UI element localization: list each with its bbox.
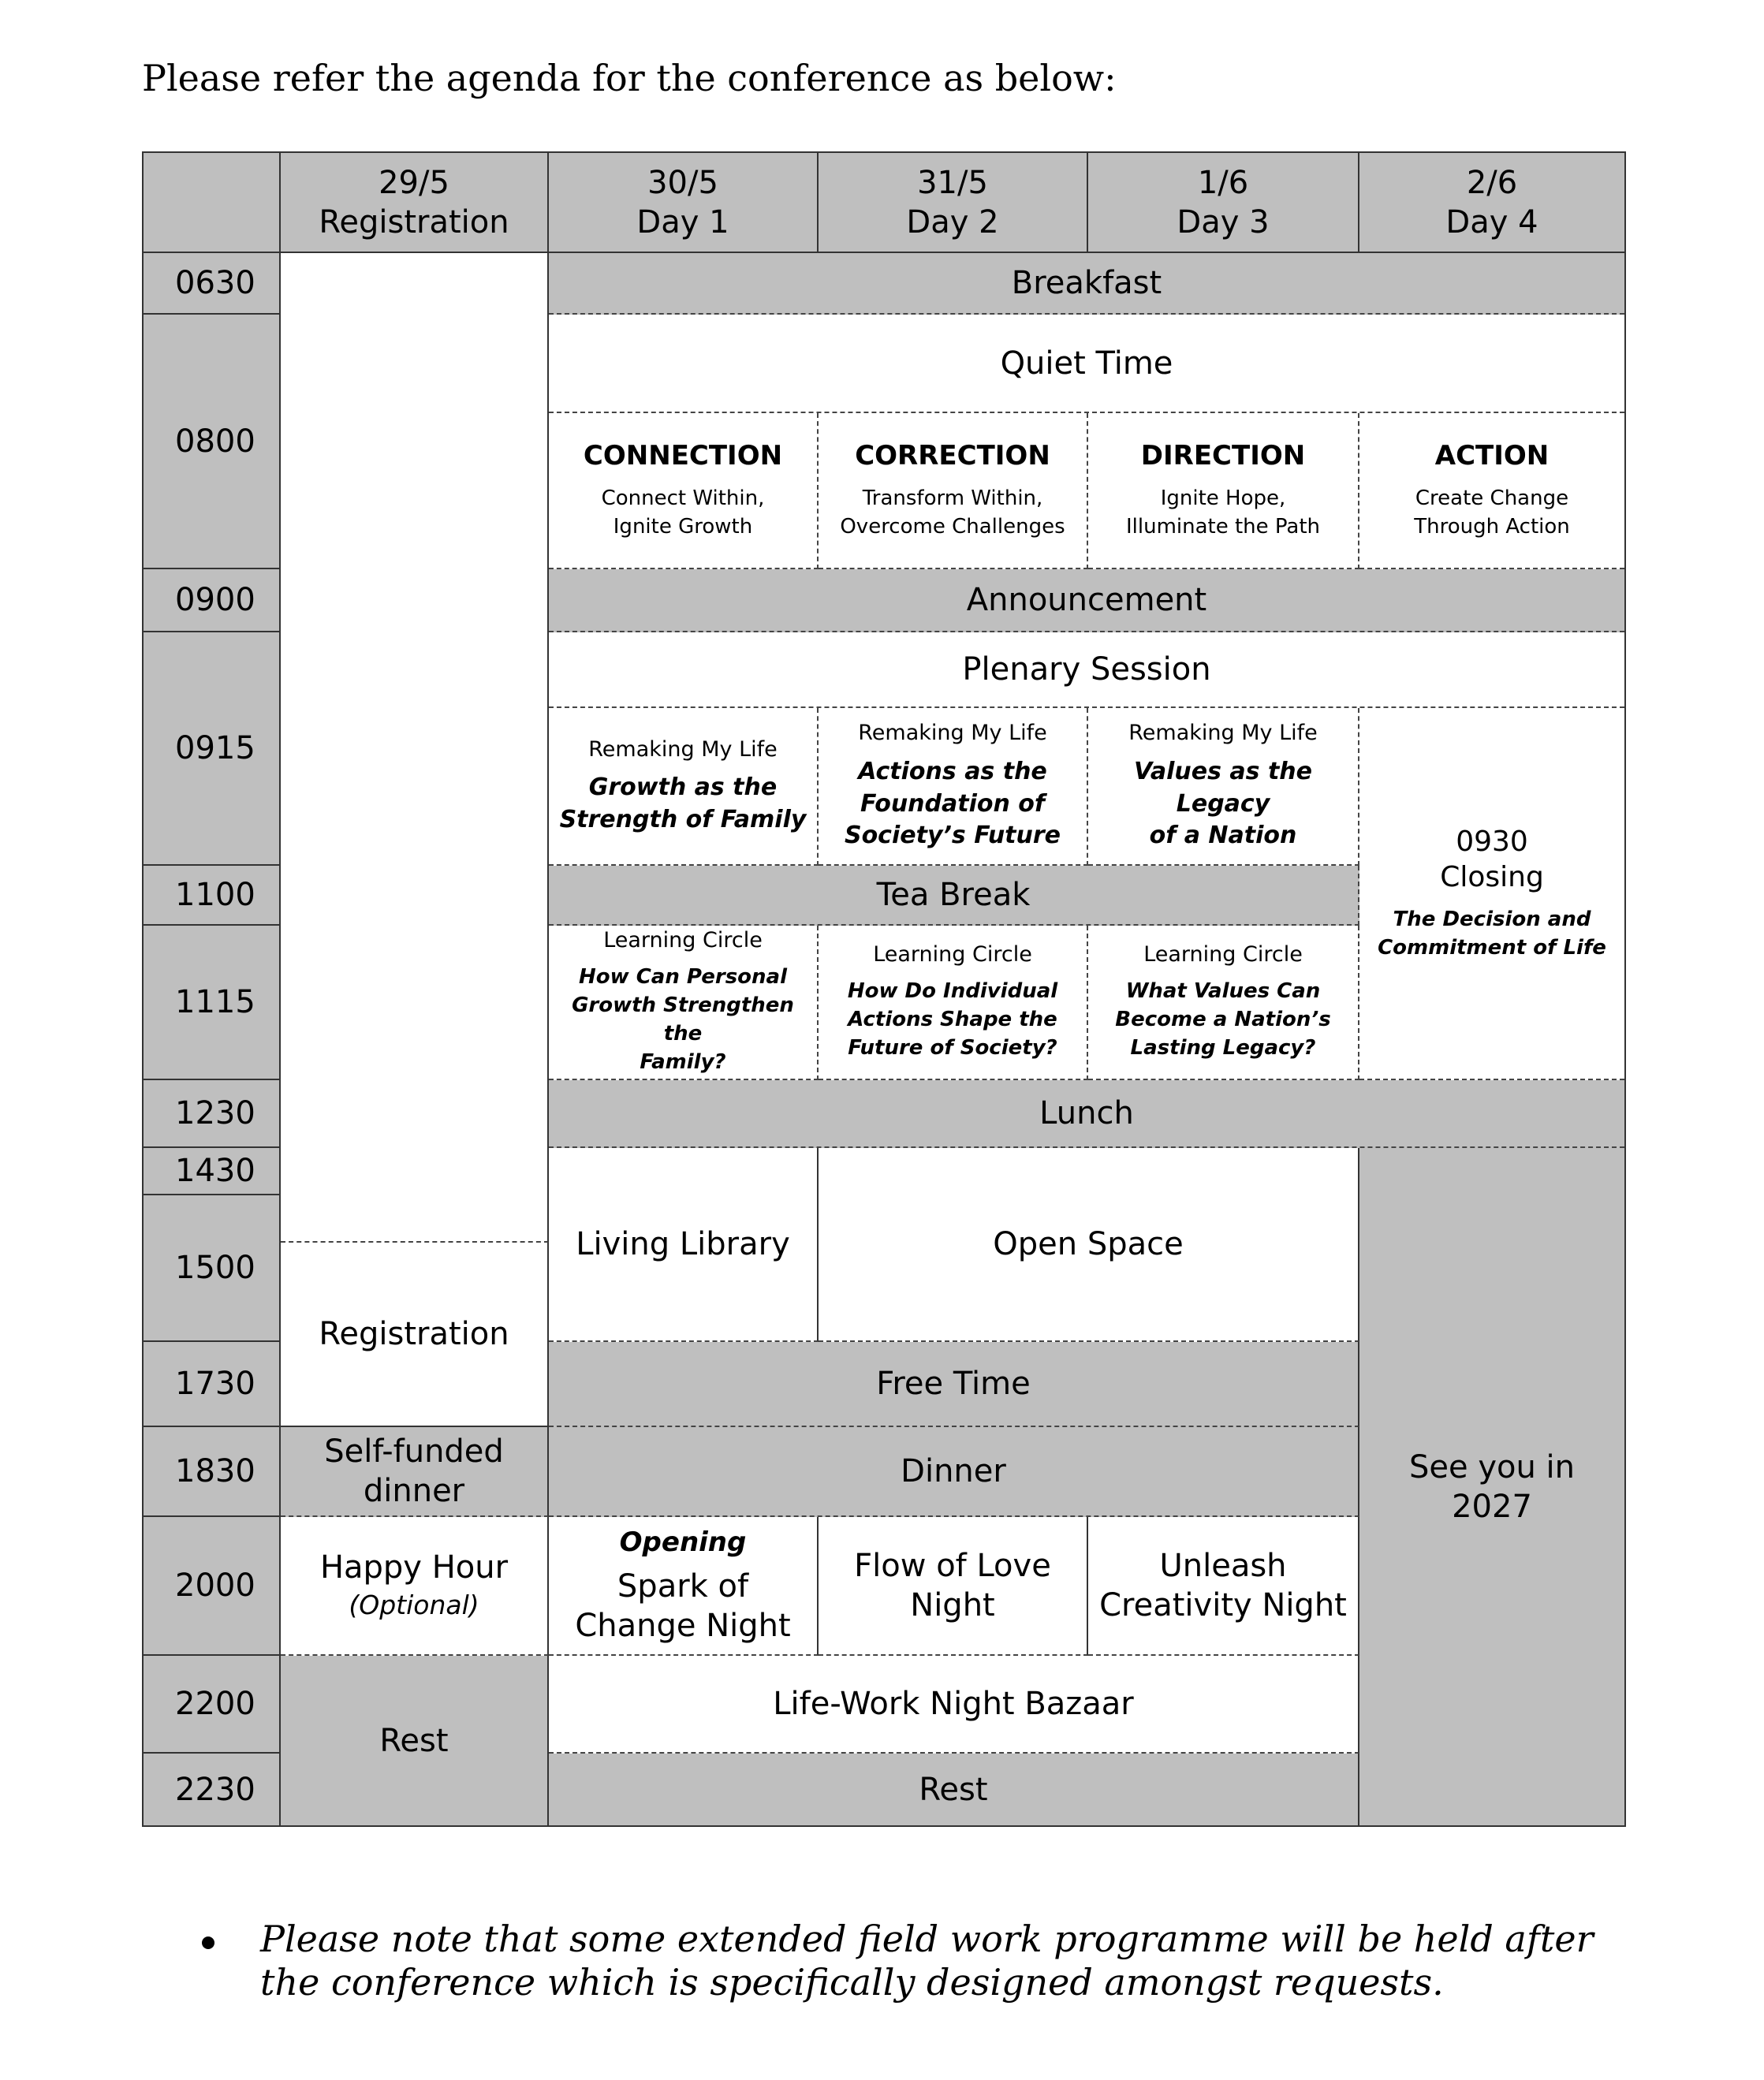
session-series: Remaking My Life: [1128, 721, 1318, 746]
rest-row: Rest: [549, 1754, 1359, 1825]
theme-line: Through Action: [1414, 515, 1570, 539]
time-cell: 0900: [144, 569, 281, 632]
session-series: Learning Circle: [1143, 942, 1303, 967]
header-label: Day 1: [636, 203, 729, 240]
learning-circle-day-2: [819, 926, 1088, 1080]
header-corner-cell: [144, 153, 281, 253]
plenary-day-1: [549, 708, 819, 866]
bazaar-row: Life-Work Night Bazaar: [549, 1656, 1359, 1754]
session-title-line: Society’s Future: [844, 822, 1061, 850]
header-day-2: [819, 153, 1088, 253]
time-cell: 0915: [144, 632, 281, 866]
header-label: Day 4: [1445, 203, 1538, 240]
theme-title: CONNECTION: [583, 440, 783, 472]
registration-block: Registration: [281, 1243, 549, 1427]
closing-label: Closing: [1440, 861, 1544, 894]
theme-correction: [819, 413, 1088, 569]
header-date: 1/6: [1197, 164, 1249, 201]
header-date: 29/5: [379, 164, 449, 201]
time-cell: 1115: [144, 926, 281, 1080]
lunch-row: Lunch: [549, 1080, 1624, 1148]
header-label: Day 2: [906, 203, 999, 240]
header-day-1: [549, 153, 819, 253]
session-title-line: Actions Shape the: [848, 1007, 1057, 1031]
intro-text: Please refer the agenda for the conference as below:: [142, 57, 1117, 99]
happy-hour: [281, 1517, 549, 1656]
night-line: Creativity Night: [1099, 1587, 1347, 1623]
plenary-day-3: [1088, 708, 1359, 866]
happy-hour-note: (Optional): [349, 1589, 479, 1620]
theme-line: Ignite Hope,: [1160, 486, 1286, 510]
header-date: 30/5: [647, 164, 718, 201]
night-day-2: [819, 1517, 1088, 1656]
theme-direction: [1088, 413, 1359, 569]
dinner-row: Dinner: [549, 1427, 1359, 1517]
session-series: Learning Circle: [873, 942, 1032, 967]
announcement-row: Announcement: [549, 569, 1624, 632]
theme-line: Ignite Growth: [613, 515, 753, 539]
session-series: Remaking My Life: [588, 736, 778, 762]
theme-line: Illuminate the Path: [1125, 515, 1321, 539]
happy-hour-label: Happy Hour: [319, 1549, 509, 1586]
night-line: Unleash: [1159, 1548, 1287, 1584]
session-title-line: Actions as the: [858, 758, 1047, 786]
open-space: Open Space: [819, 1148, 1359, 1342]
header-date: 2/6: [1466, 164, 1518, 201]
time-cell: 2230: [144, 1754, 281, 1825]
theme-title: CORRECTION: [855, 440, 1050, 472]
tea-break-row: Tea Break: [549, 866, 1359, 926]
theme-connection: [549, 413, 819, 569]
theme-line: Connect Within,: [601, 486, 765, 510]
agenda-table: [142, 151, 1626, 1827]
theme-line: Transform Within,: [862, 486, 1043, 510]
quiet-time-row: Quiet Time: [549, 315, 1624, 413]
self-funded-dinner: [281, 1427, 549, 1517]
learning-circle-day-3: [1088, 926, 1359, 1080]
dinner-line: Self-funded: [324, 1433, 504, 1470]
session-title-line: of a Nation: [1149, 822, 1297, 850]
closing-time: 0930: [1456, 826, 1528, 859]
session-title-line: Future of Society?: [848, 1035, 1057, 1060]
session-title-line: Growth as the: [588, 773, 778, 802]
night-day-1: [549, 1517, 819, 1656]
header-label: Registration: [319, 203, 509, 240]
plenary-day-2: [819, 708, 1088, 866]
time-cell: 1500: [144, 1195, 281, 1342]
theme-action: [1359, 413, 1624, 569]
header-day-registration: [281, 153, 549, 253]
header-label: Day 3: [1177, 203, 1270, 240]
dinner-line: dinner: [363, 1473, 465, 1509]
plenary-row: Plenary Session: [549, 632, 1624, 708]
night-line: Night: [910, 1587, 995, 1623]
session-title-line: How Do Individual: [847, 979, 1058, 1004]
see-you-block: See you in 2027: [1359, 1148, 1624, 1825]
footnote-item: Please note that some extended field work programme will be held after the conference which is specifically designed amongst requests.: [197, 1918, 1617, 2004]
session-series: Learning Circle: [603, 928, 763, 953]
header-day-4: [1359, 153, 1624, 253]
night-line: Spark of: [617, 1568, 749, 1605]
header-date: 31/5: [917, 164, 988, 201]
theme-line: Overcome Challenges: [840, 515, 1065, 539]
night-tag: Opening: [619, 1526, 747, 1558]
theme-title: DIRECTION: [1140, 440, 1306, 472]
theme-title: ACTION: [1434, 440, 1550, 472]
time-cell: 1430: [144, 1148, 281, 1195]
session-title-line: How Can Personal: [579, 965, 787, 990]
living-library: Living Library: [549, 1148, 819, 1342]
night-line: Flow of Love: [854, 1548, 1051, 1584]
registration-day-empty: [281, 253, 549, 1243]
time-cell: 1730: [144, 1342, 281, 1427]
theme-line: Create Change: [1415, 486, 1569, 510]
time-cell: 2200: [144, 1656, 281, 1754]
time-cell: 1100: [144, 866, 281, 926]
time-cell: 1830: [144, 1427, 281, 1517]
time-cell: 1230: [144, 1080, 281, 1148]
night-day-3: [1088, 1517, 1359, 1656]
closing-line: The Decision and: [1393, 908, 1591, 932]
session-title-line: What Values Can: [1125, 979, 1321, 1004]
time-cell: 2000: [144, 1517, 281, 1656]
learning-circle-day-1: [549, 926, 819, 1080]
closing-line: Commitment of Life: [1378, 936, 1606, 960]
session-title-line: Become a Nation’s: [1115, 1007, 1331, 1031]
session-title-line: Strength of Family: [559, 805, 807, 833]
header-day-3: [1088, 153, 1359, 253]
footnote-list: [197, 1918, 1617, 2004]
session-title-line: Values as the Legacy: [1133, 758, 1312, 818]
session-title-line: Foundation of: [860, 789, 1045, 818]
session-title-line: Growth Strengthen the: [572, 993, 794, 1046]
night-line: Change Night: [575, 1608, 791, 1645]
breakfast-row: Breakfast: [549, 253, 1624, 315]
registration-rest: Rest: [281, 1656, 549, 1825]
session-series: Remaking My Life: [858, 721, 1047, 746]
time-cell: 0630: [144, 253, 281, 315]
closing-session: [1359, 708, 1624, 1080]
session-title-line: Family?: [640, 1049, 726, 1074]
session-title-line: Lasting Legacy?: [1130, 1035, 1316, 1060]
free-time-row: Free Time: [549, 1342, 1359, 1427]
time-cell: 0800: [144, 315, 281, 569]
